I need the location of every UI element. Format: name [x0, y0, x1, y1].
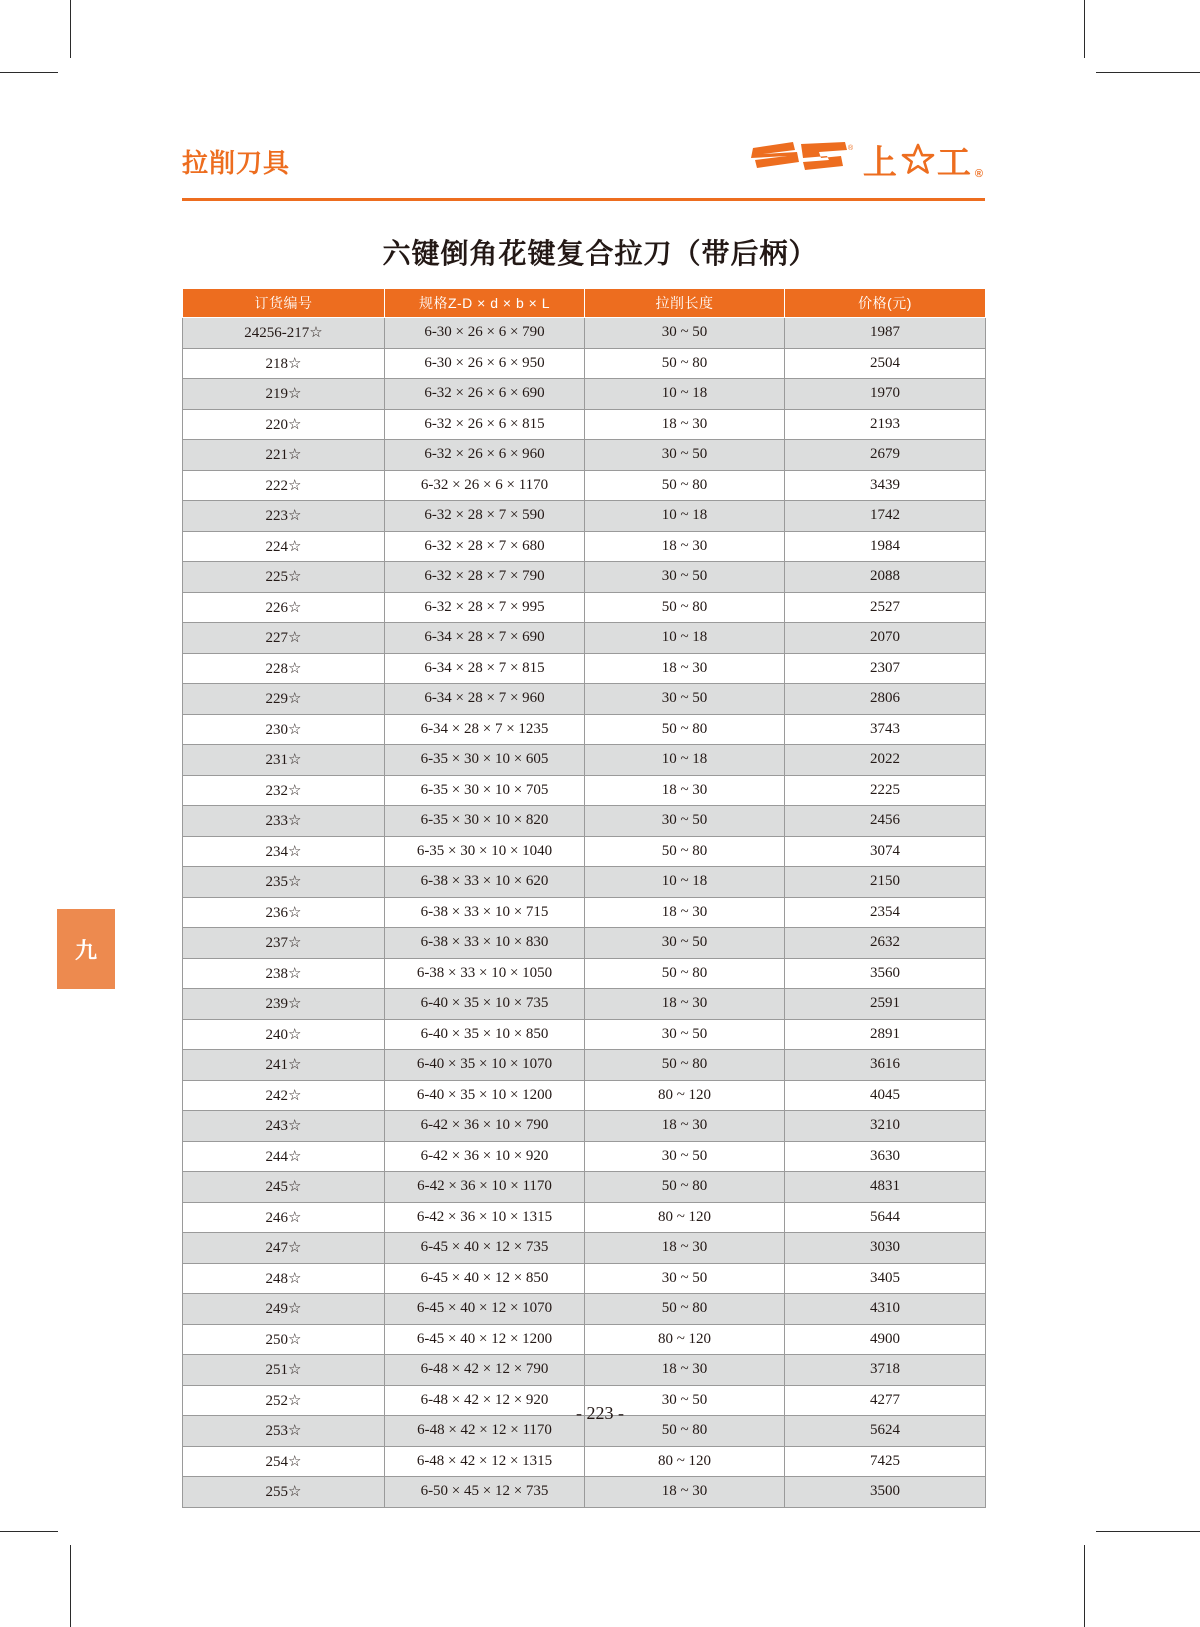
- table-row: [183, 745, 986, 776]
- cell-broaching-length: 50 ~ 80: [585, 348, 785, 379]
- cell-broaching-length: 50 ~ 80: [585, 592, 785, 623]
- cell-broaching-length: 18 ~ 30: [585, 1233, 785, 1264]
- table-row: [183, 1111, 986, 1142]
- table-row: [183, 653, 986, 684]
- cell-spec: 6-38 × 33 × 10 × 830: [385, 928, 585, 959]
- column-header-spec: 规格Z-D × d × b × L: [385, 289, 585, 318]
- cell-broaching-length: 30 ~ 50: [585, 318, 785, 349]
- cell-broaching-length: 30 ~ 50: [585, 684, 785, 715]
- spec-table-body: [183, 318, 986, 1508]
- cell-broaching-length: 18 ~ 30: [585, 1477, 785, 1508]
- cell-price: 3210: [785, 1111, 986, 1142]
- section-label: 拉削刀具: [182, 148, 291, 178]
- cell-price: 2591: [785, 989, 986, 1020]
- cell-spec: 6-32 × 28 × 7 × 590: [385, 501, 585, 532]
- cell-price: 3500: [785, 1477, 986, 1508]
- cell-spec: 6-40 × 35 × 10 × 1200: [385, 1080, 585, 1111]
- page-title: 六键倒角花键复合拉刀（带后柄）: [382, 238, 818, 269]
- table-row: [183, 470, 986, 501]
- table-row: [183, 714, 986, 745]
- cell-broaching-length: 80 ~ 120: [585, 1202, 785, 1233]
- cell-price: 4277: [785, 1385, 986, 1416]
- cell-order-code: 228☆: [183, 653, 385, 684]
- cell-spec: 6-35 × 30 × 10 × 1040: [385, 836, 585, 867]
- table-row: [183, 623, 986, 654]
- cell-price: 2891: [785, 1019, 986, 1050]
- cell-spec: 6-34 × 28 × 7 × 1235: [385, 714, 585, 745]
- cell-broaching-length: 80 ~ 120: [585, 1324, 785, 1355]
- table-row: [183, 1263, 986, 1294]
- cell-spec: 6-34 × 28 × 7 × 815: [385, 653, 585, 684]
- cell-spec: 6-35 × 30 × 10 × 820: [385, 806, 585, 837]
- header-divider: [182, 198, 985, 201]
- cell-spec: 6-32 × 26 × 6 × 1170: [385, 470, 585, 501]
- cell-broaching-length: 30 ~ 50: [585, 440, 785, 471]
- cell-broaching-length: 30 ~ 50: [585, 1141, 785, 1172]
- cell-spec: 6-45 × 40 × 12 × 1070: [385, 1294, 585, 1325]
- cell-price: 7425: [785, 1446, 986, 1477]
- cell-spec: 6-35 × 30 × 10 × 605: [385, 745, 585, 776]
- cell-order-code: 239☆: [183, 989, 385, 1020]
- cell-broaching-length: 18 ~ 30: [585, 653, 785, 684]
- cell-broaching-length: 30 ~ 50: [585, 1263, 785, 1294]
- cell-order-code: 238☆: [183, 958, 385, 989]
- cell-spec: 6-35 × 30 × 10 × 705: [385, 775, 585, 806]
- cell-order-code: 250☆: [183, 1324, 385, 1355]
- cell-broaching-length: 30 ~ 50: [585, 562, 785, 593]
- cell-spec: 6-48 × 42 × 12 × 790: [385, 1355, 585, 1386]
- cell-price: 4310: [785, 1294, 986, 1325]
- cell-spec: 6-48 × 42 × 12 × 1315: [385, 1446, 585, 1477]
- cell-broaching-length: 10 ~ 18: [585, 379, 785, 410]
- cell-broaching-length: 18 ~ 30: [585, 897, 785, 928]
- cell-order-code: 242☆: [183, 1080, 385, 1111]
- page-header: [182, 135, 985, 201]
- cell-broaching-length: 30 ~ 50: [585, 806, 785, 837]
- cell-price: 3030: [785, 1233, 986, 1264]
- table-row: [183, 958, 986, 989]
- cell-spec: 6-42 × 36 × 10 × 790: [385, 1111, 585, 1142]
- cell-price: 4831: [785, 1172, 986, 1203]
- cell-spec: 6-40 × 35 × 10 × 850: [385, 1019, 585, 1050]
- table-row: [183, 1477, 986, 1508]
- page-footer: [0, 1403, 1200, 1424]
- cell-broaching-length: 30 ~ 50: [585, 1385, 785, 1416]
- cell-price: 3630: [785, 1141, 986, 1172]
- cell-order-code: 220☆: [183, 409, 385, 440]
- table-row: [183, 1172, 986, 1203]
- cell-price: 4900: [785, 1324, 986, 1355]
- cell-broaching-length: 50 ~ 80: [585, 958, 785, 989]
- cell-spec: 6-34 × 28 × 7 × 690: [385, 623, 585, 654]
- cell-spec: 6-38 × 33 × 10 × 1050: [385, 958, 585, 989]
- table-row: [183, 379, 986, 410]
- cell-order-code: 233☆: [183, 806, 385, 837]
- cell-spec: 6-42 × 36 × 10 × 1315: [385, 1202, 585, 1233]
- cell-price: 2632: [785, 928, 986, 959]
- column-header-broaching-length: 拉削长度: [585, 289, 785, 318]
- cell-price: 2354: [785, 897, 986, 928]
- table-row: [183, 1355, 986, 1386]
- cell-spec: 6-42 × 36 × 10 × 920: [385, 1141, 585, 1172]
- cell-order-code: 247☆: [183, 1233, 385, 1264]
- cell-order-code: 223☆: [183, 501, 385, 532]
- cell-order-code: 236☆: [183, 897, 385, 928]
- cell-order-code: 226☆: [183, 592, 385, 623]
- cell-order-code: 246☆: [183, 1202, 385, 1233]
- cell-spec: 6-48 × 42 × 12 × 1170: [385, 1416, 585, 1447]
- cell-broaching-length: 18 ~ 30: [585, 531, 785, 562]
- column-header-order-code: 订货编号: [183, 289, 385, 318]
- cell-spec: 6-30 × 26 × 6 × 950: [385, 348, 585, 379]
- table-row: [183, 501, 986, 532]
- table-row: [183, 897, 986, 928]
- sg-logo-icon: [749, 140, 853, 178]
- cell-spec: 6-42 × 36 × 10 × 1170: [385, 1172, 585, 1203]
- cell-broaching-length: 10 ~ 18: [585, 867, 785, 898]
- cell-broaching-length: 50 ~ 80: [585, 714, 785, 745]
- spec-table-wrap: [182, 288, 985, 1508]
- cell-spec: 6-45 × 40 × 12 × 735: [385, 1233, 585, 1264]
- table-row: [183, 867, 986, 898]
- cell-order-code: 255☆: [183, 1477, 385, 1508]
- cell-order-code: 237☆: [183, 928, 385, 959]
- registered-mark: ®: [974, 167, 985, 180]
- cell-broaching-length: 50 ~ 80: [585, 470, 785, 501]
- table-row: [183, 928, 986, 959]
- table-row: [183, 440, 986, 471]
- cell-order-code: 222☆: [183, 470, 385, 501]
- table-row: [183, 684, 986, 715]
- cell-order-code: 219☆: [183, 379, 385, 410]
- table-row: [183, 806, 986, 837]
- cell-price: 2022: [785, 745, 986, 776]
- cell-broaching-length: 10 ~ 18: [585, 623, 785, 654]
- cell-broaching-length: 50 ~ 80: [585, 836, 785, 867]
- cell-order-code: 229☆: [183, 684, 385, 715]
- cell-broaching-length: 50 ~ 80: [585, 1050, 785, 1081]
- cell-price: 1987: [785, 318, 986, 349]
- table-row: [183, 1324, 986, 1355]
- page-number: - 223 -: [576, 1403, 624, 1423]
- cell-price: 2679: [785, 440, 986, 471]
- cell-broaching-length: 50 ~ 80: [585, 1172, 785, 1203]
- cell-order-code: 249☆: [183, 1294, 385, 1325]
- table-row: [183, 531, 986, 562]
- cell-order-code: 251☆: [183, 1355, 385, 1386]
- cell-spec: 6-32 × 26 × 6 × 815: [385, 409, 585, 440]
- cell-price: 3743: [785, 714, 986, 745]
- cell-price: 2806: [785, 684, 986, 715]
- cell-order-code: 241☆: [183, 1050, 385, 1081]
- cell-price: 1970: [785, 379, 986, 410]
- table-row: [183, 1202, 986, 1233]
- column-header-price: 价格(元): [785, 289, 986, 318]
- cell-order-code: 254☆: [183, 1446, 385, 1477]
- cell-broaching-length: 80 ~ 120: [585, 1080, 785, 1111]
- cell-broaching-length: 10 ~ 18: [585, 501, 785, 532]
- cell-price: 2088: [785, 562, 986, 593]
- cell-price: 1984: [785, 531, 986, 562]
- table-row: [183, 409, 986, 440]
- cell-price: 1742: [785, 501, 986, 532]
- cell-spec: 6-30 × 26 × 6 × 790: [385, 318, 585, 349]
- table-row: [183, 1446, 986, 1477]
- cell-spec: 6-32 × 28 × 7 × 680: [385, 531, 585, 562]
- cell-order-code: 248☆: [183, 1263, 385, 1294]
- table-row: [183, 1141, 986, 1172]
- chapter-tab-label: 九: [74, 937, 97, 963]
- cell-price: 2070: [785, 623, 986, 654]
- cell-broaching-length: 18 ~ 30: [585, 775, 785, 806]
- cell-order-code: 224☆: [183, 531, 385, 562]
- brand-chinese-name: [863, 135, 985, 184]
- cell-broaching-length: 80 ~ 120: [585, 1446, 785, 1477]
- cell-order-code: 244☆: [183, 1141, 385, 1172]
- cell-broaching-length: 30 ~ 50: [585, 928, 785, 959]
- cell-broaching-length: 18 ~ 30: [585, 1355, 785, 1386]
- cell-spec: 6-32 × 28 × 7 × 790: [385, 562, 585, 593]
- cell-order-code: 245☆: [183, 1172, 385, 1203]
- table-row: [183, 592, 986, 623]
- cell-spec: 6-32 × 26 × 6 × 690: [385, 379, 585, 410]
- cell-price: 2527: [785, 592, 986, 623]
- table-row: [183, 1080, 986, 1111]
- brand-cn-right: 工: [936, 143, 973, 182]
- chapter-tab: [57, 909, 115, 989]
- cell-spec: 6-40 × 35 × 10 × 1070: [385, 1050, 585, 1081]
- table-row: [183, 1294, 986, 1325]
- cell-spec: 6-50 × 45 × 12 × 735: [385, 1477, 585, 1508]
- cell-spec: 6-45 × 40 × 12 × 850: [385, 1263, 585, 1294]
- table-header-row: [183, 289, 986, 318]
- cell-order-code: 24256-217☆: [183, 318, 385, 349]
- cell-order-code: 218☆: [183, 348, 385, 379]
- cell-order-code: 227☆: [183, 623, 385, 654]
- cell-spec: 6-32 × 26 × 6 × 960: [385, 440, 585, 471]
- cell-spec: 6-48 × 42 × 12 × 920: [385, 1385, 585, 1416]
- cell-price: 3560: [785, 958, 986, 989]
- cell-order-code: 221☆: [183, 440, 385, 471]
- cell-order-code: 252☆: [183, 1385, 385, 1416]
- spec-table: [182, 288, 986, 1508]
- cell-broaching-length: 30 ~ 50: [585, 1019, 785, 1050]
- table-row: [183, 1019, 986, 1050]
- cell-order-code: 234☆: [183, 836, 385, 867]
- table-row: [183, 348, 986, 379]
- svg-text:®: ®: [847, 145, 853, 152]
- cell-broaching-length: 50 ~ 80: [585, 1416, 785, 1447]
- cell-order-code: 231☆: [183, 745, 385, 776]
- cell-broaching-length: 10 ~ 18: [585, 745, 785, 776]
- star-icon: [901, 142, 935, 176]
- cell-price: 3616: [785, 1050, 986, 1081]
- cell-spec: 6-40 × 35 × 10 × 735: [385, 989, 585, 1020]
- cell-broaching-length: 18 ~ 30: [585, 1111, 785, 1142]
- cell-price: 3718: [785, 1355, 986, 1386]
- cell-price: 2504: [785, 348, 986, 379]
- cell-order-code: 243☆: [183, 1111, 385, 1142]
- brand-logo: [749, 137, 985, 181]
- cell-price: 3074: [785, 836, 986, 867]
- brand-cn-left: 上: [862, 143, 899, 182]
- cell-broaching-length: 18 ~ 30: [585, 409, 785, 440]
- table-row: [183, 836, 986, 867]
- table-row: [183, 1050, 986, 1081]
- cell-price: 3439: [785, 470, 986, 501]
- cell-price: 4045: [785, 1080, 986, 1111]
- cell-broaching-length: 50 ~ 80: [585, 1294, 785, 1325]
- cell-order-code: 232☆: [183, 775, 385, 806]
- cell-spec: 6-38 × 33 × 10 × 715: [385, 897, 585, 928]
- cell-spec: 6-34 × 28 × 7 × 960: [385, 684, 585, 715]
- table-row: [183, 318, 986, 349]
- cell-price: 2193: [785, 409, 986, 440]
- cell-price: 2225: [785, 775, 986, 806]
- cell-price: 5624: [785, 1416, 986, 1447]
- cell-order-code: 235☆: [183, 867, 385, 898]
- table-row: [183, 562, 986, 593]
- cell-price: 5644: [785, 1202, 986, 1233]
- cell-price: 3405: [785, 1263, 986, 1294]
- cell-broaching-length: 18 ~ 30: [585, 989, 785, 1020]
- cell-spec: 6-45 × 40 × 12 × 1200: [385, 1324, 585, 1355]
- table-row: [183, 989, 986, 1020]
- cell-order-code: 225☆: [183, 562, 385, 593]
- table-row: [183, 1233, 986, 1264]
- cell-order-code: 240☆: [183, 1019, 385, 1050]
- cell-price: 2456: [785, 806, 986, 837]
- cell-order-code: 230☆: [183, 714, 385, 745]
- cell-spec: 6-38 × 33 × 10 × 620: [385, 867, 585, 898]
- cell-price: 2307: [785, 653, 986, 684]
- cell-price: 2150: [785, 867, 986, 898]
- cell-order-code: 253☆: [183, 1416, 385, 1447]
- table-row: [183, 775, 986, 806]
- cell-spec: 6-32 × 28 × 7 × 995: [385, 592, 585, 623]
